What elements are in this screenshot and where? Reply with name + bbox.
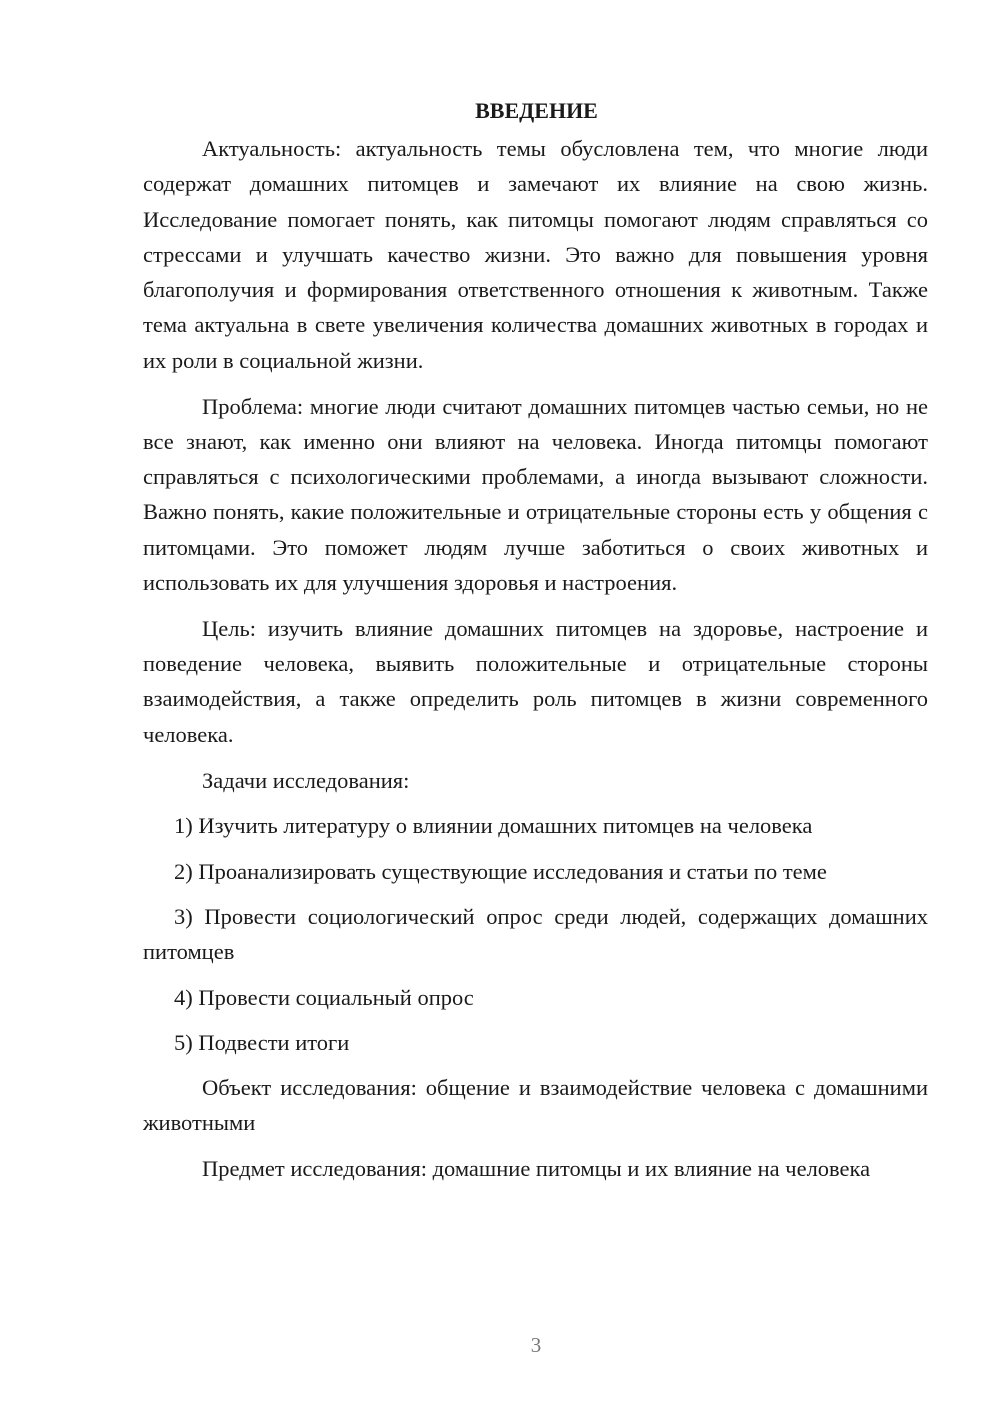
section-title: ВВЕДЕНИЕ (475, 98, 598, 123)
document-page (143, 95, 928, 1197)
list-item: 5) Подвести итоги (174, 1029, 350, 1055)
paragraph-goal: Цель: изучить влияние домашних питомцев на здоровье, настроение и поведение человека, выявить положительные и отрицательные стороны взаимодействия, а также определить роль питомцев в жизни современного человека. (143, 615, 928, 747)
list-item: 4) Провести социальный опрос (174, 984, 474, 1010)
page-number: 3 (530, 1333, 542, 1357)
paragraph-problem: Проблема: многие люди считают домашних питомцев частью семьи, но не все знают, как именно они влияют на человека. Иногда питомцы помогают справляться с психологическими проблемами, а иногда вызывают сложности. Важно понять, какие положительные и отрицательные стороны есть у общения с питомцами. Это поможет людям лучше заботиться о своих животных и использовать их для улучшения здоровья и настроения. (143, 393, 928, 596)
paragraph-subject: Предмет исследования: домашние питомцы и их влияние на человека (202, 1156, 871, 1182)
paragraph-object: Объект исследования: общение и взаимодействие человека с домашними животными (143, 1075, 928, 1136)
list-item: 2) Проанализировать существующие исследования и статьи по теме (174, 858, 827, 884)
tasks-heading: Задачи исследования: (202, 767, 410, 793)
list-item: 3) Провести социологический опрос среди людей, содержащих домашних питомцев (143, 903, 928, 965)
list-item: 1) Изучить литературу о влиянии домашних питомцев на человека (174, 813, 813, 839)
tasks-list (143, 808, 928, 1060)
paragraph-relevance: Актуальность: актуальность темы обусловлена тем, что многие люди содержат домашних питомцев и замечают их влияние на свою жизнь. Исследование помогает понять, как питомцы помогают людям справляться со стрессами и улучшать качество жизни. Это важно для повышения уровня благополучия и формирования ответственного отношения к животным. Также тема актуальна в свете увеличения количества домашних животных в городах и их роли в социальной жизни. (143, 136, 928, 373)
